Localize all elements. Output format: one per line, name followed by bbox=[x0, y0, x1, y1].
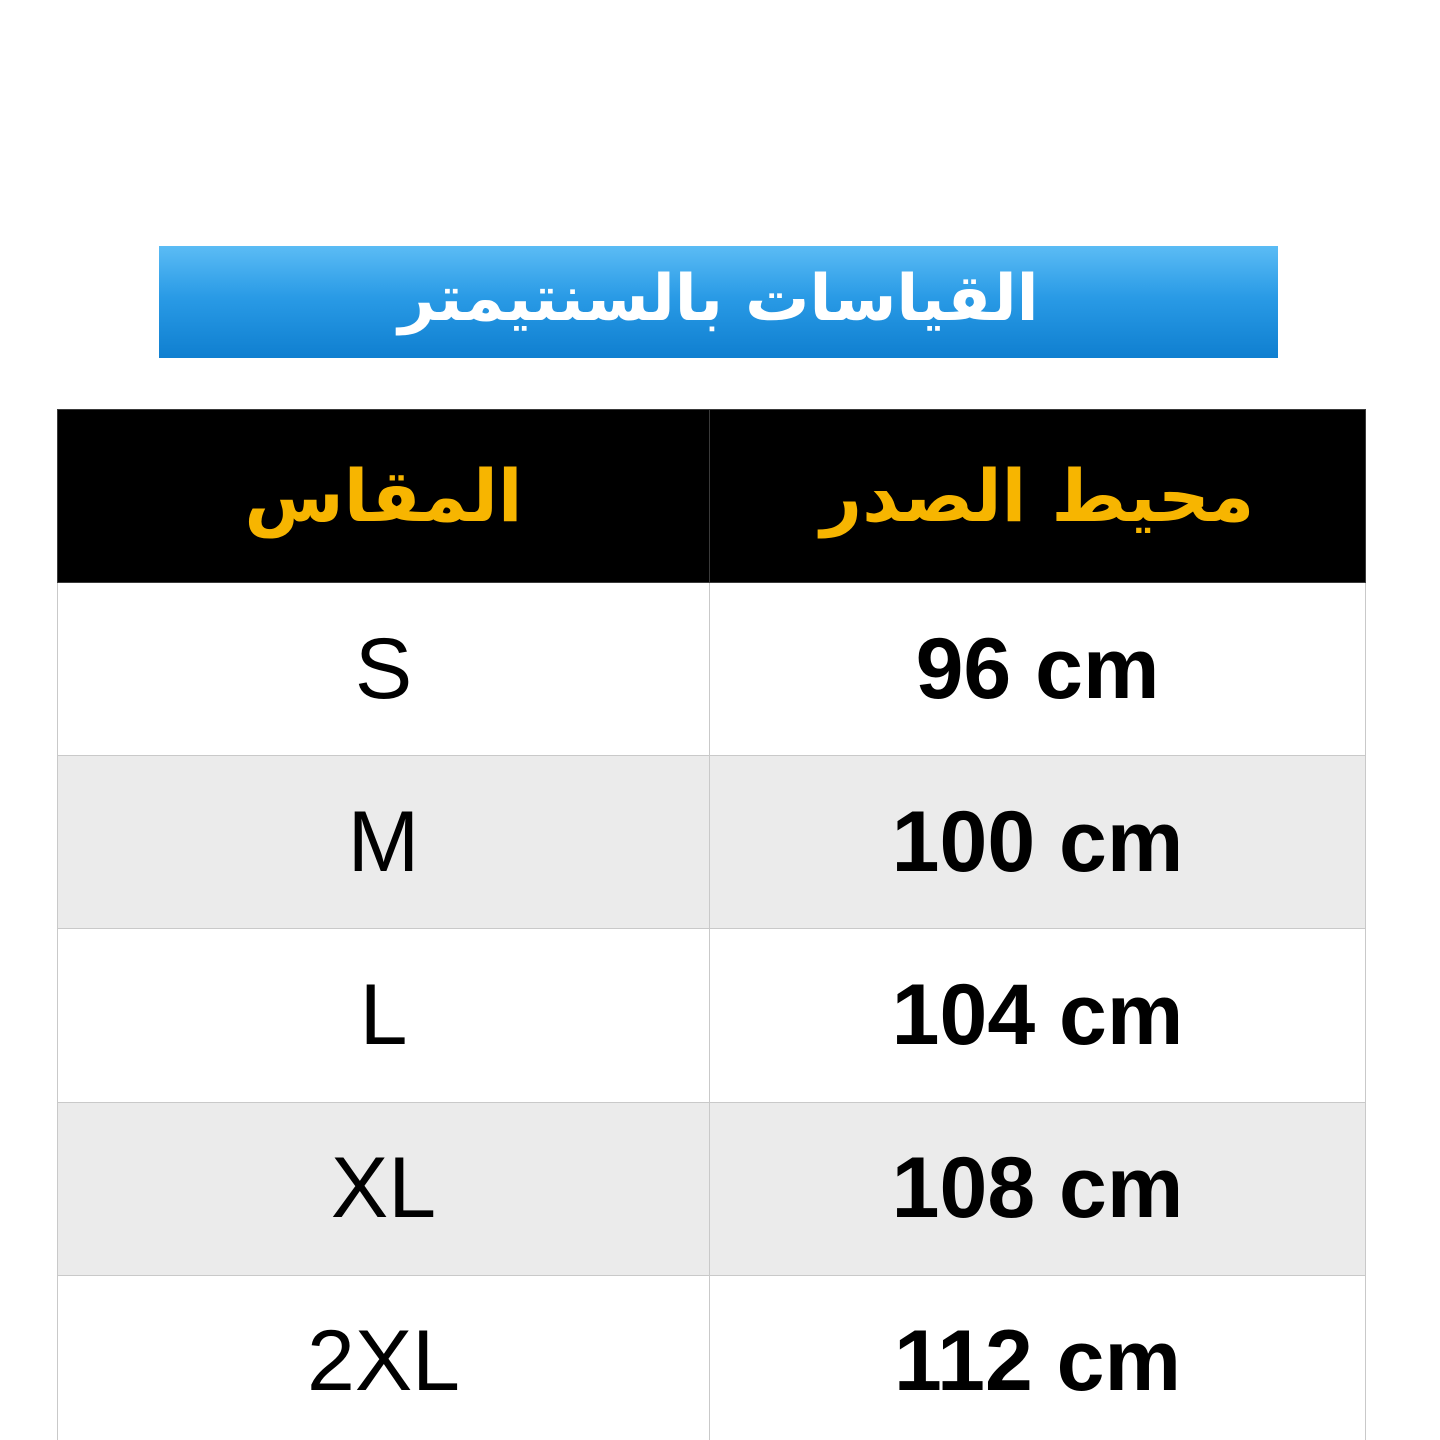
size-table bbox=[57, 409, 1366, 1440]
table-row bbox=[58, 929, 1366, 1102]
size-cell: L bbox=[58, 929, 710, 1102]
size-cell: M bbox=[58, 756, 710, 929]
header-size: المقاس bbox=[58, 410, 710, 583]
title-banner bbox=[159, 246, 1278, 358]
page-title: القياسات بالسنتيمتر bbox=[398, 262, 1039, 336]
table-header-row bbox=[58, 410, 1366, 583]
chest-cell: 112 cm bbox=[710, 1275, 1366, 1440]
size-cell: XL bbox=[58, 1102, 710, 1275]
chest-cell: 108 cm bbox=[710, 1102, 1366, 1275]
table-row bbox=[58, 583, 1366, 756]
chest-cell: 96 cm bbox=[710, 583, 1366, 756]
size-cell: 2XL bbox=[58, 1275, 710, 1440]
chest-cell: 104 cm bbox=[710, 929, 1366, 1102]
chest-cell: 100 cm bbox=[710, 756, 1366, 929]
table-row bbox=[58, 1102, 1366, 1275]
size-cell: S bbox=[58, 583, 710, 756]
header-chest: محيط الصدر bbox=[710, 410, 1366, 583]
table-row bbox=[58, 1275, 1366, 1440]
table-row bbox=[58, 756, 1366, 929]
